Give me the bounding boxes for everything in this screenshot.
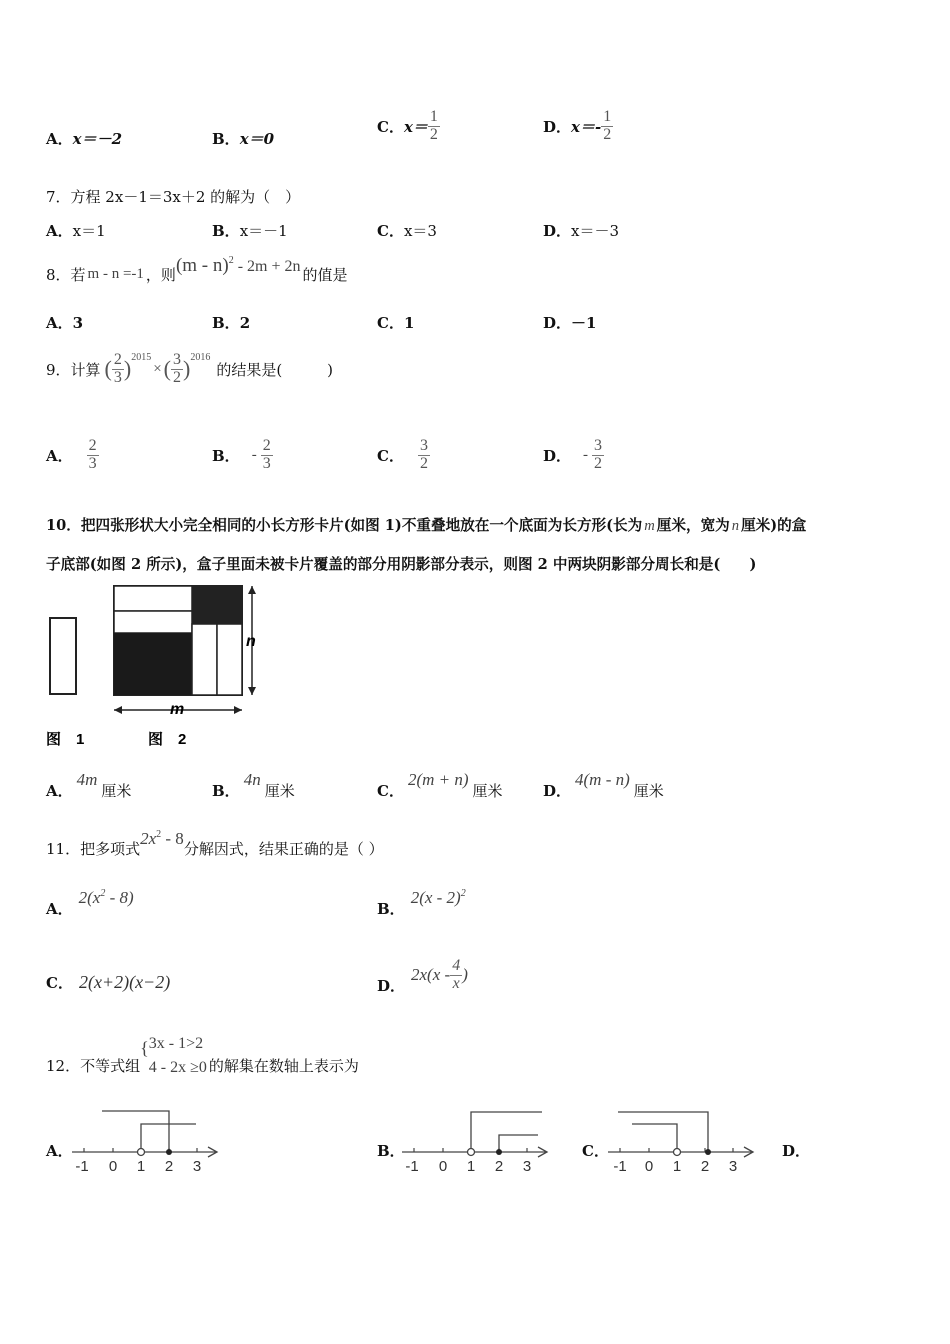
q7-stem: 7．方程 2x－1＝3x＋2 的解为（ ） [46,188,301,206]
condition-expr: m - n =-1 [87,265,144,282]
q8-stem: 8．若 m - n =-1 ，则 (m - n)$^2$ - 2m + 2n 的值是 [46,255,348,284]
top-card [114,586,192,611]
vertical-card-1 [192,624,217,695]
fraction: $\frac{1}{2}$ [429,107,438,143]
q12-stem: 12．不等式组 { 3x - 1>2 4 - 2x ≥0 的解集在数轴上表示为 [46,1028,359,1080]
shaded-bottom-left [114,633,192,695]
q10-figure [40,580,280,752]
q12-option-a[interactable]: A． [46,1142,73,1160]
q9-option-c[interactable]: C． $\frac{3}{2}$ [377,436,428,472]
q7-option-c[interactable]: C．x＝3 [377,222,437,240]
q12-option-c[interactable]: C． [582,1142,609,1160]
q6-option-c[interactable] [377,103,440,149]
dimension-n-label: n [246,633,256,650]
q11-option-b[interactable]: B． 2(x - 2)$^2$ [377,888,466,918]
tick-label: -1 [613,1158,627,1175]
tick-label: 0 [108,1158,118,1175]
tick-label: 1 [466,1158,476,1175]
option-text: x＝－2 [72,130,123,148]
q10-option-b[interactable]: B． 4n 厘米 [212,770,295,800]
q12-option-b[interactable]: B． [377,1142,405,1160]
vertical-card-2 [217,624,242,695]
fraction: $\frac{1}{2}$ [603,107,612,143]
figure2-caption: 图 2 [148,731,187,748]
q12-numberline-a[interactable] [68,1104,228,1176]
tick-label: 2 [494,1158,504,1175]
q6-option-a[interactable] [46,128,122,149]
target-expr: (m - n)$^2$ - 2m + 2n [175,255,301,276]
figure1-caption: 图 1 [46,731,85,748]
tick-label: 0 [438,1158,448,1175]
q12-option-d[interactable]: D． [782,1142,811,1160]
tick-label: 3 [192,1158,202,1175]
q10-option-c[interactable]: C． 2(m + n) 厘米 [377,770,503,800]
q6-option-b[interactable] [212,128,274,149]
option-label: C． [377,117,404,136]
second-card [114,611,192,633]
q10-stem-line1: 10．把四张形状大小完全相同的小长方形卡片(如图 1)不重叠地放在一个底面为长方形(长为 m 厘米，宽为 n 厘米)的盒 [46,517,807,534]
option-label: A． [46,130,73,148]
q8-option-b[interactable]: B．2 [212,314,251,332]
q11-option-d[interactable]: D． 2x(x - $\frac{4}{x}$ ) [377,956,468,995]
option-text: x＝ [403,117,428,136]
q11-option-c[interactable]: C． 2(x+2)(x−2) [46,971,171,992]
tick-label: 1 [672,1158,682,1175]
q7-option-d[interactable]: D．x＝－3 [543,222,620,240]
tick-label: 3 [728,1158,738,1175]
option-label: D． [543,117,572,136]
q11-stem: 11．把多项式 $2x^2 - 8$ 分解因式，结果正确的是（ ） [46,829,384,858]
q12-numberline-c[interactable] [604,1104,764,1176]
q9-stem: 9．计算 ( $\frac{2}{3}$ ) 2015 × ( $\frac{3}{2}$ ) 2016 的结果是( ) [46,350,334,386]
option-text: x＝0 [239,130,275,148]
option-text: x＝- [571,117,602,136]
inequality-system: 3x - 1>2 4 - 2x ≥0 [148,1035,207,1076]
q9-option-a[interactable]: A． $\frac{2}{3}$ [46,436,97,472]
q7-option-a[interactable]: A．x＝1 [46,222,106,240]
q8-option-a[interactable]: A．3 [46,314,84,332]
q9-option-d[interactable]: D． - $\frac{3}{2}$ [543,436,603,472]
q12-numberline-b[interactable] [398,1104,558,1176]
power-expr: ( $\frac{2}{3}$ ) 2015 × ( $\frac{3}{2}$ ) 2016 [104,350,211,386]
tick-label: 2 [164,1158,174,1175]
tick-label: 2 [700,1158,710,1175]
dimension-m-label: m [170,701,185,718]
q7-option-b[interactable]: B．x＝－1 [212,222,288,240]
q10-option-a[interactable]: A． 4m 厘米 [46,770,132,800]
shaded-top-right [192,586,242,624]
q8-option-c[interactable]: C．1 [377,314,415,332]
q9-option-b[interactable]: B． - $\frac{2}{3}$ [212,436,271,472]
q10-option-d[interactable]: D． 4(m - n) 厘米 [543,770,664,800]
q10-stem-line2: 子底部(如图 2 所示)，盒子里面未被卡片覆盖的部分用阴影部分表示，则图 2 中两块阴影部分周长和是( ) [46,556,757,573]
tick-label: 0 [644,1158,654,1175]
q11-option-a[interactable]: A． $2(x^2 - 8)$ [46,888,134,918]
option-label: B． [212,130,240,148]
tick-label: 1 [136,1158,146,1175]
tick-label: -1 [75,1158,89,1175]
q8-option-d[interactable]: D．－1 [543,314,597,332]
q6-option-d[interactable] [543,103,613,149]
polynomial-expr: $2x^2 - 8$ [140,829,184,848]
figure1-card [50,618,76,694]
tick-label: 3 [522,1158,532,1175]
tick-label: -1 [405,1158,419,1175]
